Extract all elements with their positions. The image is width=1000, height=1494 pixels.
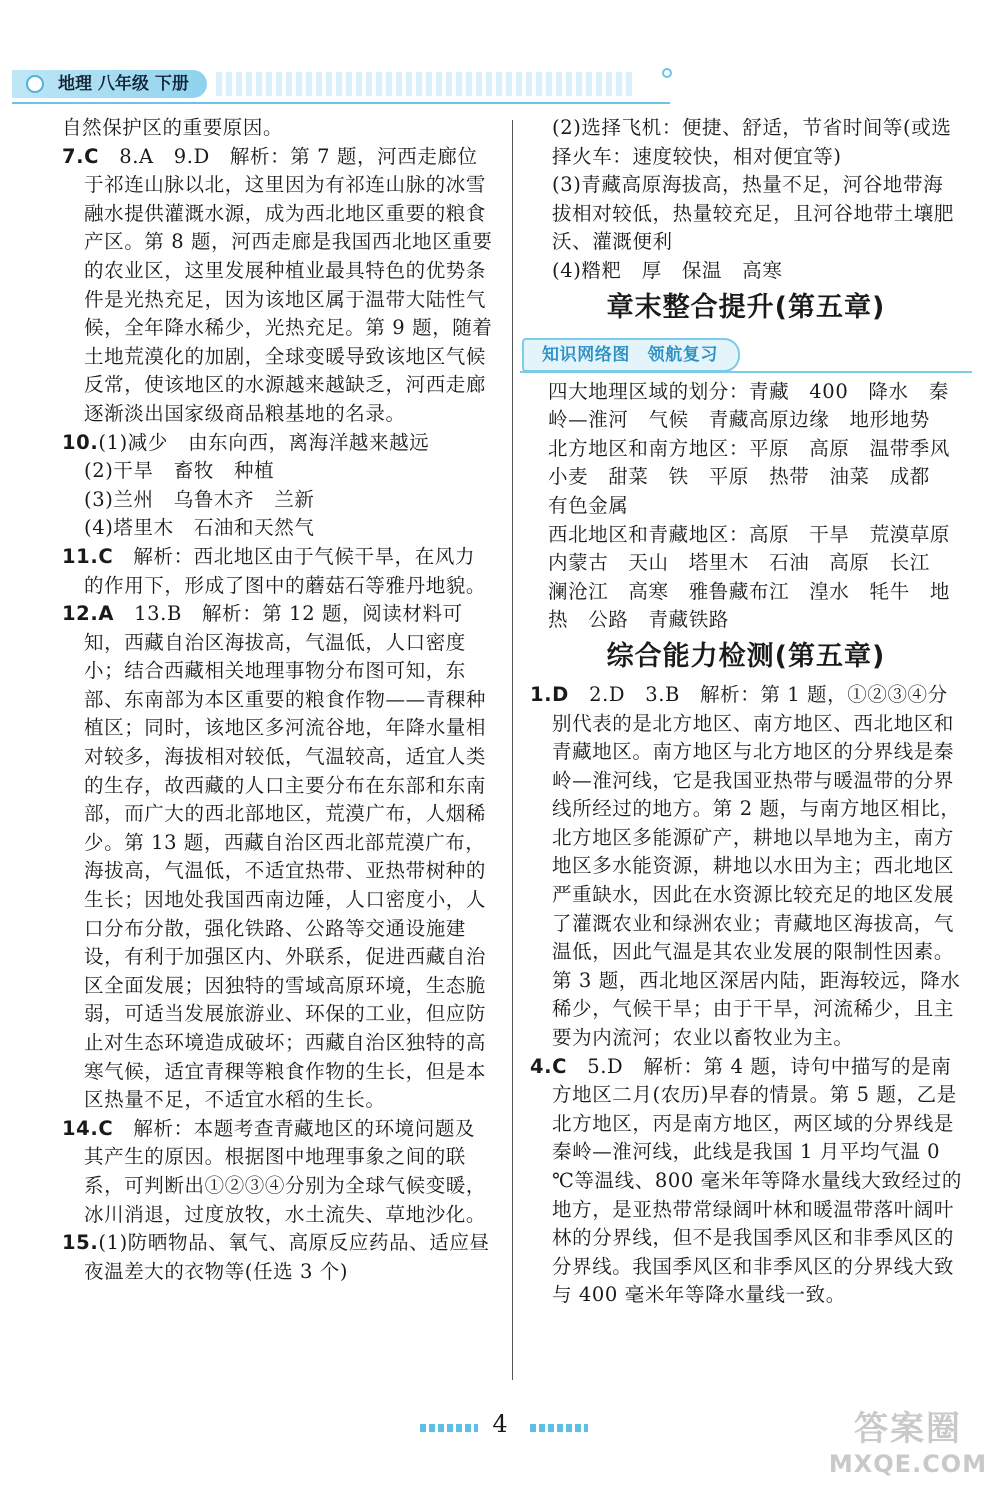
page-number: 4 bbox=[492, 1410, 508, 1438]
answer-text: 13.B 解析：第 12 题，阅读材料可知，西藏自治区海拔高，气温低，人口密度小；结合西藏相关地理事物分布图可知，东部、东南部为本区重要的粮食作物——青稞种植区；同时，该地区多河流谷地，年降水量相对较多，海拔相对较低，气温较高，适宜人类的生存，故西藏的人口主要分布在东部和东南部，而广大的西北部地区，荒漠广布，人烟稀少。第 13 题，西藏自治区西北部荒漠广布，海拔高，气温低，不适宜热带、亚热带树种的生长；因地处我国西南边陲，人口密度小，人口分布分散，强化铁路、公路等交通设施建设，有利于加强区内、外联系，促进西藏自治区全面发展；因独特的雪域高原环境，生态脆弱，可适当发展旅游业、环保的工业，但应防止对生态环境造成破坏；西藏自治区独特的高寒气候，适宜青稞等粮食作物的生长，但是本区热量不足，不适宜水稻的生长。 bbox=[84, 602, 487, 1112]
column-divider bbox=[512, 120, 513, 1380]
answer-text: 2.D 3.B 解析：第 1 题，①②③④分别代表的是北方地区、南方地区、西北地区和青藏地区。南方地区与北方地区的分界线是秦岭—淮河线，它是我国亚热带与暖温带的分界线所经过的地方。第 2 题，与南方地区相比，北方地区多能源矿产，耕地以旱地为主，南方地区多水能资源，耕地以水田为主；西北地区严重缺水，因此在水资源比较充足的地区发展了灌溉农业和绿洲农业；青藏地区海拔高，气温低，因此气温是其农业发展的限制性因素。第 3 题，西北地区深居内陆，距海较远，降水稀少，气候干旱；由于干旱，河流稀少，且主要为内流河；农业以畜牧业为主。 bbox=[552, 682, 961, 1050]
section-title-chapter-summary: 章末整合提升(第五章) bbox=[606, 291, 886, 323]
answer-text: (1)防晒物品、氧气、高原反应药品、适应昼夜温差大的衣物等(任选 3 个) bbox=[84, 1231, 490, 1283]
header-ring-icon bbox=[662, 68, 672, 78]
answer-text: 8.A 9.D 解析：第 7 题，河西走廊位于祁连山脉以北，这里因为有祁连山脉的冰雪融水提供灌溉水源，成为西北地区重要的粮食产区。第 8 题，河西走廊是我国西北地区重要的农业区，这里发展种植业最具特色的优势条件是光热充足，因为该地区属于温带大陆性气候，全年降水稀少，光热充足。第 9 题，随着土地荒漠化的加剧，全球变暖导致该地区气候反常，使该地区的水源越来越缺乏，河西走廊逐渐淡出国家级商品粮基地的名录。 bbox=[84, 144, 493, 425]
answer-text: 解析：西北地区由于气候干旱，在风力的作用下，形成了图中的蘑菇石等雅丹地貌。 bbox=[84, 544, 487, 597]
knowledge-item: 北方地区和南方地区：平原 高原 温带季风 小麦 甜菜 铁 平原 热带 油菜 成都 有色金属 bbox=[548, 436, 971, 517]
answer-12-13 bbox=[62, 600, 494, 1115]
answer-15-part-3: (3)青藏高原海拔高，热量不足，河谷地带海拔相对较低，热量较充足，且河谷地带土壤肥沃、灌溉便利 bbox=[552, 173, 955, 254]
answer-15 bbox=[62, 1229, 494, 1286]
answer-text: 解析：本题考查青藏地区的环境问题及其产生的原因。根据图中地理事象之间的联系，可判断出①②③④分别为全球气候变暖，冰川消退，过度放牧，水土流失、草地沙化。 bbox=[84, 1116, 487, 1226]
answer-14 bbox=[62, 1115, 494, 1229]
question-number: 4.C bbox=[530, 1054, 568, 1078]
continuation-line: 自然保护区的重要原因。 bbox=[62, 116, 284, 139]
answer-15-part-2: (2)选择飞机：便捷、舒适，节省时间等(或选择火车：速度较快，相对便宜等) bbox=[552, 116, 952, 168]
question-number: 1.D bbox=[530, 682, 569, 706]
answer-text: (1)减少 由东向西，离海洋越来越远 bbox=[98, 430, 430, 454]
knowledge-map-badge: 知识网络图 领航复习 bbox=[522, 338, 740, 372]
watermark-logo: 答案圈 bbox=[854, 1409, 962, 1449]
answer-7-9 bbox=[62, 143, 494, 429]
knowledge-item: 四大地理区域的划分：青藏 400 降水 秦岭—淮河 气候 青藏高原边缘 地形地势 bbox=[548, 379, 949, 432]
answer-11 bbox=[62, 543, 494, 600]
answer-10-part-2: (2)干旱 畜牧 种植 bbox=[84, 459, 275, 483]
answer-10-part-4: (4)塔里木 石油和天然气 bbox=[84, 516, 315, 540]
answer-4-5 bbox=[530, 1053, 962, 1310]
question-number: 14.C bbox=[62, 1116, 114, 1140]
right-column bbox=[530, 114, 971, 1310]
question-number: 10. bbox=[62, 430, 99, 454]
question-number: 15. bbox=[62, 1231, 99, 1255]
answer-15-part-4: (4)糌粑 厚 保温 高寒 bbox=[552, 258, 783, 282]
answer-10 bbox=[62, 429, 494, 458]
answer-text: 5.D 解析：第 4 题，诗句中描写的是南方地区二月(农历)早春的情景。第 5 题，乙是北方地区，丙是南方地区，两区域的分界线是秦岭—淮河线，此线是我国 1 月平均气温 0 ℃等温线、800 毫米年等降水量线大致经过的地方，是亚热带常绿阔叶林和暖温带落叶阔叶林的分界线，但不是我国季风区和非季风区的分界线。我国季风区和非季风区的分界线大致与 400 毫米年等降水量线一致。 bbox=[552, 1054, 962, 1307]
watermark-url: MXQE.COM bbox=[828, 1450, 988, 1478]
answer-10-part-3: (3)兰州 乌鲁木齐 兰新 bbox=[84, 487, 315, 511]
knowledge-item: 西北地区和青藏地区：高原 干旱 荒漠草原 内蒙古 天山 塔里木 石油 高原 长江 澜沧江 高寒 雅鲁藏布江 湟水 牦牛 地热 公路 青藏铁路 bbox=[548, 522, 971, 632]
answer-1-3 bbox=[530, 681, 962, 1053]
page-header bbox=[0, 66, 1000, 110]
header-rule bbox=[12, 102, 670, 104]
left-column bbox=[62, 114, 494, 1286]
watermark bbox=[828, 1408, 988, 1488]
header-decoration bbox=[216, 72, 636, 96]
question-number: 12.A bbox=[62, 602, 115, 626]
footer-decoration-right bbox=[530, 1424, 588, 1432]
question-number: 11.C bbox=[62, 544, 114, 568]
book-title: 地理 八年级 下册 bbox=[12, 70, 207, 98]
question-number: 7.C bbox=[62, 144, 100, 168]
section-title-ability-test: 综合能力检测(第五章) bbox=[606, 640, 886, 672]
